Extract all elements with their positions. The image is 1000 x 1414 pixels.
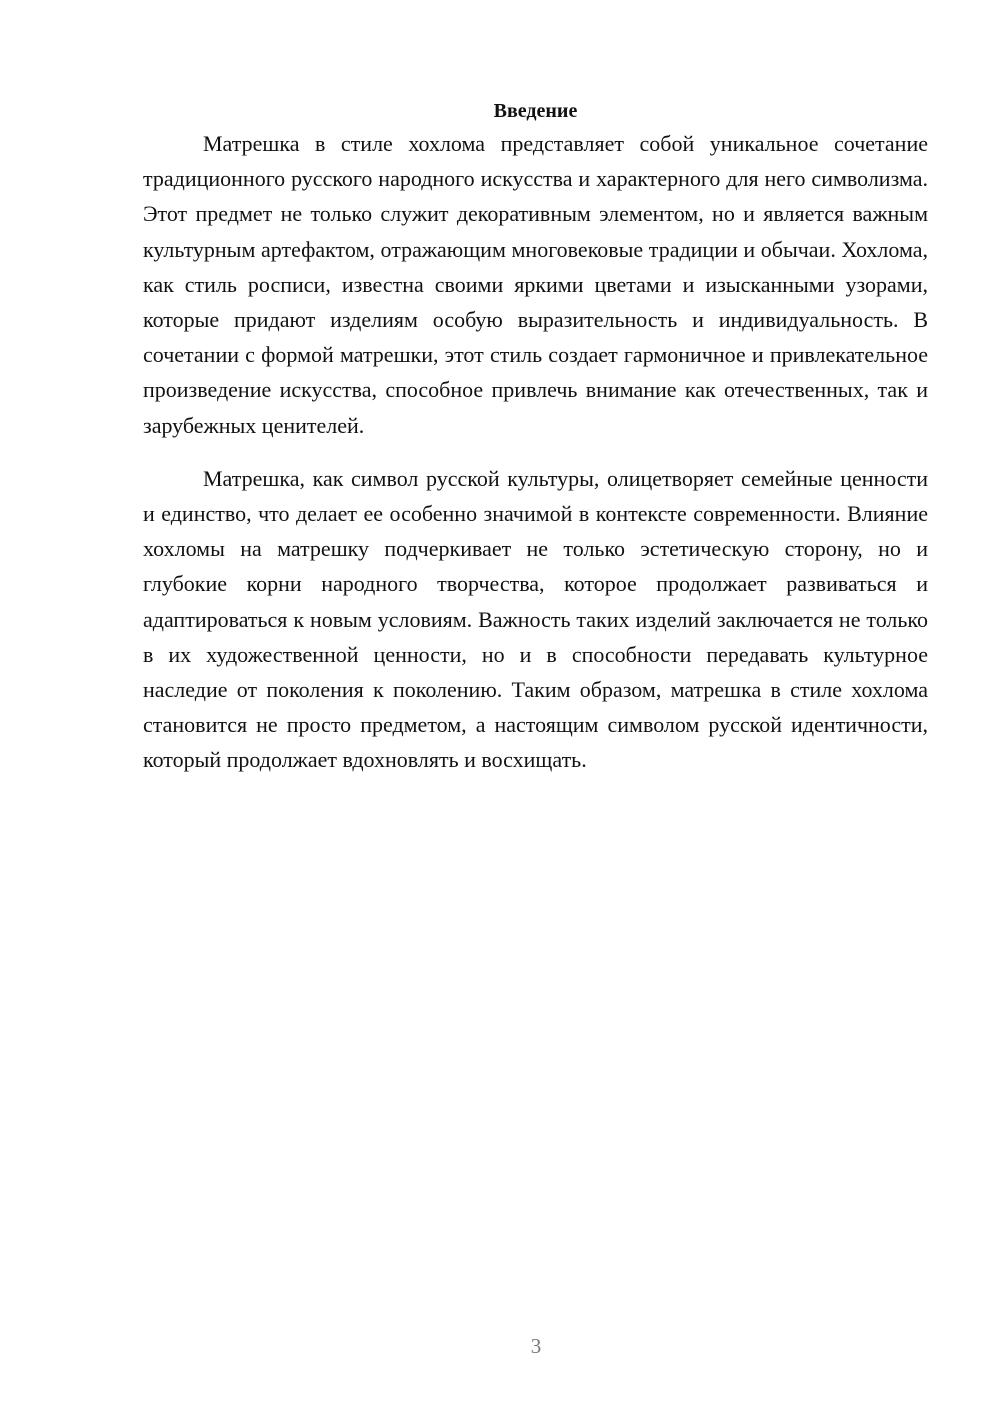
section-title: Введение xyxy=(493,100,578,122)
paragraph-2: Матрешка, как символ русской культуры, олицетворяет семейные ценности и единство, что делает ее особенно значимой в контексте современности. Влияние хохломы на матрешку подчеркивает не только эстетическую сторону, но и глубокие корни народного творчества, которое продолжает развиваться и адаптироваться к новым условиям. Важность таких изделий заключается не только в их художественной ценности, но и в способности передавать культурное наследие от поколения к поколению. Таким образом, матрешка в стиле хохлома становится не просто предметом, а настоящим символом русской идентичности, который продолжает вдохновлять и восхищать. xyxy=(143,465,928,773)
document-body xyxy=(143,96,928,778)
page-number: 3 xyxy=(530,1334,542,1358)
paragraph-1: Матрешка в стиле хохлома представляет собой уникальное сочетание традиционного русского народного искусства и характерного для него символизма. Этот предмет не только служит декоративным элементом, но и является важным культурным артефактом, отражающим многовековые традиции и обычаи. Хохлома, как стиль росписи, известна своими яркими цветами и изысканными узорами, которые придают изделиям особую выразительность и индивидуальность. В сочетании с формой матрешки, этот стиль создает гармоничное и привлекательное произведение искусства, способное привлечь внимание как отечественных, так и зарубежных ценителей. xyxy=(143,131,928,438)
